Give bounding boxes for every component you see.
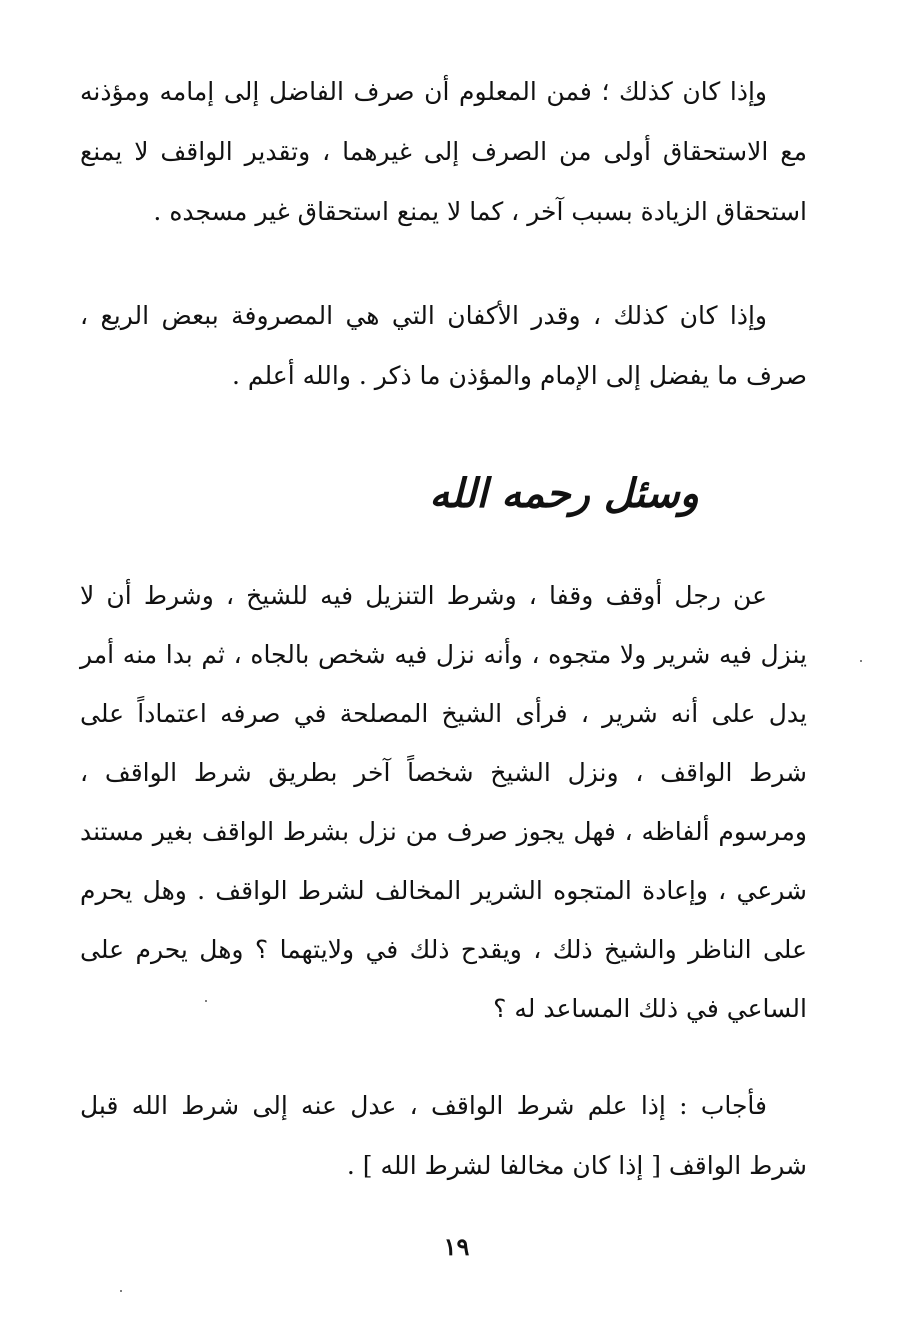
page-number: ١٩ xyxy=(443,1232,470,1261)
section-heading: وسئل رحمه الله xyxy=(429,470,699,517)
scan-speck xyxy=(860,660,862,662)
question-paragraph: عن رجل أوقف وقفا ، وشرط التنزيل فيه للشيخ ، وشرط أن لا ينزل فيه شرير ولا متجوه ، وأنه نزل فيه شخص بالجاه ، ثم بدا منه أمر يدل على أنه شرير ، فرأى الشيخ المصلحة في صرفه اعتماداً على شرط الواقف ، ونزل الشيخ شخصاً آخر بطريق شرط الواقف ، ومرسوم ألفاظه ، فهل يجوز صرف من نزل بشرط الواقف بغير مستند شرعي ، وإعادة المتجوه الشرير المخالف لشرط الواقف . وهل يحرم على الناظر والشيخ ذلك ، ويقدح ذلك في ولايتهما ؟ وهل يحرم على الساعي في ذلك المساعد له ؟ xyxy=(80,581,807,1023)
scan-speck xyxy=(120,1290,122,1292)
paragraph-1: وإذا كان كذلك ؛ فمن المعلوم أن صرف الفاضل إلى إمامه ومؤذنه مع الاستحقاق أولى من الصرف إلى غيرهما ، وتقدير الواقف لا يمنع استحقاق الزيادة بسبب آخر ، كما لا يمنع استحقاق غير مسجده . xyxy=(80,77,807,226)
paragraph-2: وإذا كان كذلك ، وقدر الأكفان التي هي المصروفة ببعض الريع ، صرف ما يفضل إلى الإمام والمؤذن ما ذكر . والله أعلم . xyxy=(80,301,807,390)
scan-speck xyxy=(205,1000,207,1002)
answer-paragraph: فأجاب : إذا علم شرط الواقف ، عدل عنه إلى شرط الله قبل شرط الواقف [ إذا كان مخالفا لشرط الله ] . xyxy=(80,1091,807,1180)
